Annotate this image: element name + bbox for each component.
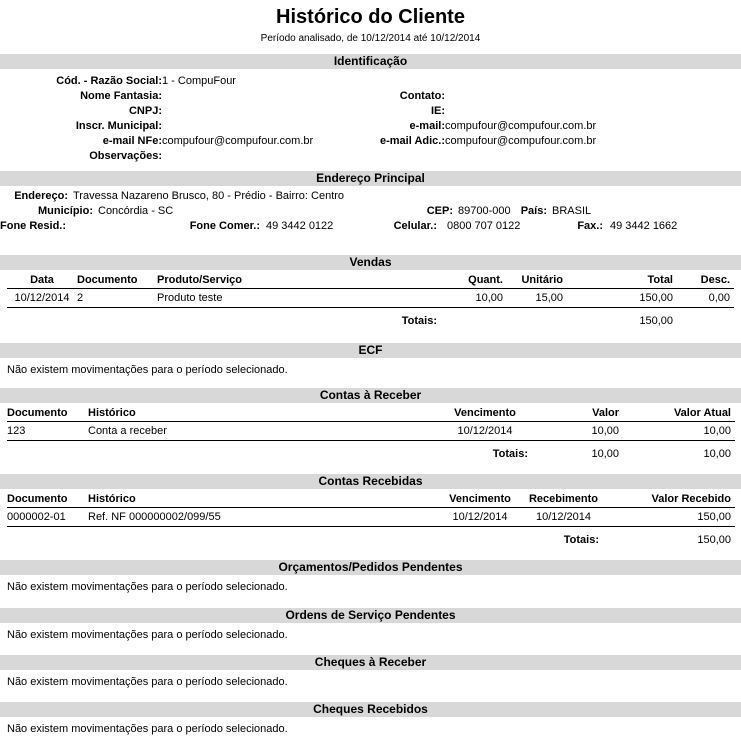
endereco-row (0, 189, 741, 204)
field-value-inscr-municipal (162, 118, 347, 133)
field-value-pais: BRASIL (552, 205, 592, 217)
vendas-col-quant: Quant. (397, 272, 507, 288)
identificacao-row (0, 148, 741, 163)
vendas-col-documento: Documento (77, 272, 157, 288)
section-header-identificacao: Identificação (0, 54, 741, 69)
contas-receber-table (7, 405, 735, 462)
vendas-cell-quant: 10,00 (397, 288, 507, 307)
endereco-row (0, 219, 741, 234)
field-value-email: compufour@compufour.com.br (445, 119, 597, 132)
cr-totals-valor: 10,00 (591, 447, 619, 460)
field-value-email-nfe: compufour@compufour.com.br (162, 134, 314, 147)
vendas-table (7, 272, 734, 329)
section-header-cheques-a-receber: Cheques à Receber (0, 655, 741, 670)
crec-cell-vencimento: 10/12/2014 (440, 507, 520, 526)
vendas-totals-total: 150,00 (639, 314, 673, 327)
field-label-inscr-municipal: Inscr. Municipal: (75, 119, 162, 132)
identificacao-row (0, 103, 741, 118)
crec-cell-historico: Ref. NF 000000002/099/55 (88, 507, 440, 526)
cr-totals-label: Totais: (492, 447, 528, 460)
identificacao-table (0, 73, 741, 163)
field-value-ie (445, 103, 741, 118)
identificacao-row (0, 118, 741, 133)
section-header-ecf: ECF (0, 343, 741, 358)
section-header-contas-recebidas: Contas Recebidas (0, 474, 741, 489)
contas-recebidas-row (7, 507, 735, 526)
contas-recebidas-table (7, 491, 735, 548)
cr-col-historico: Histórico (88, 405, 440, 421)
field-label-fax: Fax.: (577, 220, 603, 232)
field-value-email-adic: compufour@compufour.com.br (445, 134, 597, 147)
crec-totals-label: Totais: (563, 533, 599, 546)
vendas-col-total: Total (567, 272, 677, 288)
cr-cell-valor-atual: 10,00 (623, 421, 735, 440)
vendas-row (7, 288, 734, 307)
vendas-col-unitario: Unitário (507, 272, 567, 288)
field-value-fone-comer: 49 3442 0122 (266, 220, 334, 232)
vendas-col-data: Data (7, 272, 77, 288)
section-header-endereco-principal: Endereço Principal (0, 171, 741, 186)
cr-cell-vencimento: 10/12/2014 (440, 421, 530, 440)
field-label-contato: Contato: (399, 89, 445, 102)
contas-recebidas-totals-row (7, 526, 735, 548)
section-header-cheques-recebidos: Cheques Recebidos (0, 702, 741, 717)
cr-col-valor-atual: Valor Atual (623, 405, 735, 421)
vendas-header-row (7, 272, 734, 288)
vendas-cell-documento: 2 (77, 288, 157, 307)
crec-cell-recebimento: 10/12/2014 (520, 507, 607, 526)
field-label-pais: País: (520, 205, 547, 217)
contas-receber-totals-row (7, 440, 735, 462)
crec-cell-documento: 0000002-01 (7, 507, 88, 526)
crec-col-valor-recebido: Valor Recebido (607, 491, 735, 507)
section-header-vendas: Vendas (0, 255, 741, 270)
vendas-col-desc: Desc. (677, 272, 734, 288)
field-value-observacoes (162, 148, 741, 163)
field-label-celular: Celular.: (393, 220, 437, 232)
cr-cell-historico: Conta a receber (88, 421, 440, 440)
orcamentos-empty-message: Não existem movimentações para o período selecionado. (7, 581, 288, 593)
crec-cell-valor-recebido: 150,00 (607, 507, 735, 526)
cr-totals-valor-atual: 10,00 (703, 447, 731, 460)
report-page (0, 6, 741, 745)
field-label-nome-fantasia: Nome Fantasia: (80, 89, 162, 102)
contas-receber-header-row (7, 405, 735, 421)
cr-cell-documento: 123 (7, 421, 88, 440)
contas-receber-row (7, 421, 735, 440)
section-header-ordens-servico-pendentes: Ordens de Serviço Pendentes (0, 608, 741, 623)
field-label-cnpj: CNPJ: (128, 104, 162, 117)
cr-col-valor: Valor (530, 405, 623, 421)
field-label-observacoes: Observações: (89, 149, 162, 162)
endereco-row (0, 204, 741, 219)
field-label-cep: CEP: (426, 205, 453, 217)
identificacao-row (0, 73, 741, 88)
contas-recebidas-header-row (7, 491, 735, 507)
page-title: Histórico do Cliente (276, 6, 465, 28)
field-value-endereco: Travessa Nazareno Brusco, 80 - Prédio - Bairro: Centro (73, 190, 345, 202)
field-value-municipio: Concórdia - SC (98, 205, 174, 217)
identificacao-row (0, 133, 741, 148)
field-value-cod-razao-social: 1 - CompuFour (162, 74, 236, 87)
ordens-servico-empty-message: Não existem movimentações para o período selecionado. (7, 629, 288, 641)
cheques-recebidos-empty-message: Não existem movimentações para o período selecionado. (7, 723, 288, 735)
field-value-celular: 0800 707 0122 (447, 220, 521, 232)
section-header-orcamentos-pedidos-pendentes: Orçamentos/Pedidos Pendentes (0, 560, 741, 575)
identificacao-row (0, 88, 741, 103)
cr-cell-valor: 10,00 (530, 421, 623, 440)
crec-col-documento: Documento (7, 491, 88, 507)
field-label-email-nfe: e-mail NFe: (102, 134, 162, 147)
field-value-contato (445, 88, 741, 103)
field-value-cep: 89700-000 (458, 205, 511, 217)
vendas-totals-row (7, 307, 734, 329)
ecf-empty-message: Não existem movimentações para o período selecionado. (7, 364, 288, 376)
endereco-block (0, 189, 741, 234)
cr-col-vencimento: Vencimento (440, 405, 530, 421)
field-value-nome-fantasia (162, 88, 347, 103)
crec-col-historico: Histórico (88, 491, 440, 507)
crec-totals-valor-recebido: 150,00 (697, 533, 731, 546)
vendas-cell-total: 150,00 (567, 288, 677, 307)
cr-col-documento: Documento (7, 405, 88, 421)
report-period-subtitle: Período analisado, de 10/12/2014 até 10/12/2014 (260, 33, 481, 44)
crec-col-recebimento: Recebimento (520, 491, 607, 507)
field-label-email-adic: e-mail Adic.: (380, 134, 445, 147)
vendas-cell-produto: Produto teste (157, 288, 397, 307)
field-label-municipio: Município: (38, 205, 93, 217)
field-label-email: e-mail: (409, 119, 445, 132)
vendas-cell-data: 10/12/2014 (7, 288, 77, 307)
field-value-fax: 49 3442 1662 (610, 220, 678, 232)
field-label-fone-comer: Fone Comer.: (189, 220, 260, 232)
field-label-endereco: Endereço: (14, 190, 68, 202)
field-label-fone-resid: Fone Resid.: (0, 220, 67, 232)
vendas-col-produto-servico: Produto/Serviço (157, 272, 397, 288)
section-header-contas-a-receber: Contas à Receber (0, 388, 741, 403)
vendas-cell-unitario: 15,00 (507, 288, 567, 307)
crec-col-vencimento: Vencimento (440, 491, 520, 507)
vendas-totals-label: Totais: (401, 314, 437, 327)
field-label-cod-razao-social: Cód. - Razão Social: (56, 74, 162, 87)
cheques-receber-empty-message: Não existem movimentações para o período selecionado. (7, 676, 288, 688)
field-label-ie: IE: (430, 104, 445, 117)
vendas-cell-desc: 0,00 (677, 288, 734, 307)
field-value-cnpj (162, 103, 347, 118)
